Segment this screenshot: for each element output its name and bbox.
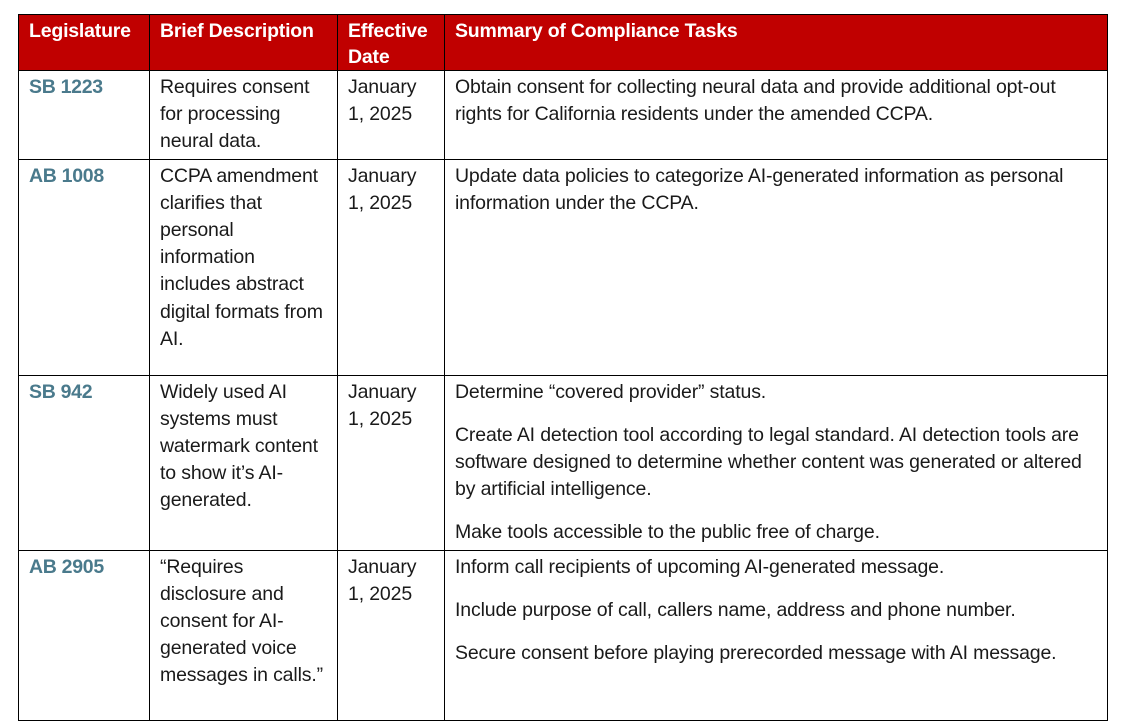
table-row (19, 375, 1108, 550)
legislature-cell: AB 2905 (19, 550, 150, 720)
compliance-task: Inform call recipients of upcoming AI-generated message. (455, 555, 945, 578)
compliance-tasks-cell (445, 159, 1108, 375)
compliance-task: Secure consent before playing prerecorded message with AI message. (455, 642, 1057, 665)
header-effective-date: Effective Date (338, 15, 445, 71)
legislature-cell: AB 1008 (19, 159, 150, 375)
description-cell: CCPA amendment clarifies that personal information includes abstract digital formats from AI. (150, 159, 338, 375)
table-row (19, 159, 1108, 375)
effective-date-cell: January 1, 2025 (338, 71, 445, 160)
description-cell: Widely used AI systems must watermark content to show it’s AI-generated. (150, 375, 338, 550)
compliance-tasks-cell (445, 71, 1108, 160)
compliance-tasks-cell (445, 375, 1108, 550)
table-row (19, 550, 1108, 720)
table-header-row (19, 15, 1108, 71)
compliance-tasks-cell (445, 550, 1108, 720)
header-summary-of-compliance-tasks: Summary of Compliance Tasks (445, 15, 1108, 71)
compliance-task: Make tools accessible to the public free of charge. (455, 521, 880, 544)
legislature-cell: SB 942 (19, 375, 150, 550)
legislation-table (18, 14, 1108, 721)
compliance-task: Update data policies to categorize AI-generated information as personal information under the CCPA. (455, 164, 1064, 214)
compliance-task: Obtain consent for collecting neural data and provide additional opt-out rights for California residents under the amended CCPA. (455, 76, 1056, 126)
compliance-task: Determine “covered provider” status. (455, 380, 767, 403)
effective-date-cell: January 1, 2025 (338, 159, 445, 375)
header-brief-description: Brief Description (150, 15, 338, 71)
effective-date-cell: January 1, 2025 (338, 375, 445, 550)
description-cell: “Requires disclosure and consent for AI-generated voice messages in calls.” (150, 550, 338, 720)
legislature-cell: SB 1223 (19, 71, 150, 160)
compliance-task: Create AI detection tool according to legal standard. AI detection tools are software designed to determine whether content was generated or altered by artificial intelligence. (455, 423, 1082, 501)
effective-date-cell: January 1, 2025 (338, 550, 445, 720)
table-row (19, 71, 1108, 160)
header-legislature: Legislature (19, 15, 150, 71)
compliance-task: Include purpose of call, callers name, address and phone number. (455, 598, 1016, 621)
description-cell: Requires consent for processing neural data. (150, 71, 338, 160)
